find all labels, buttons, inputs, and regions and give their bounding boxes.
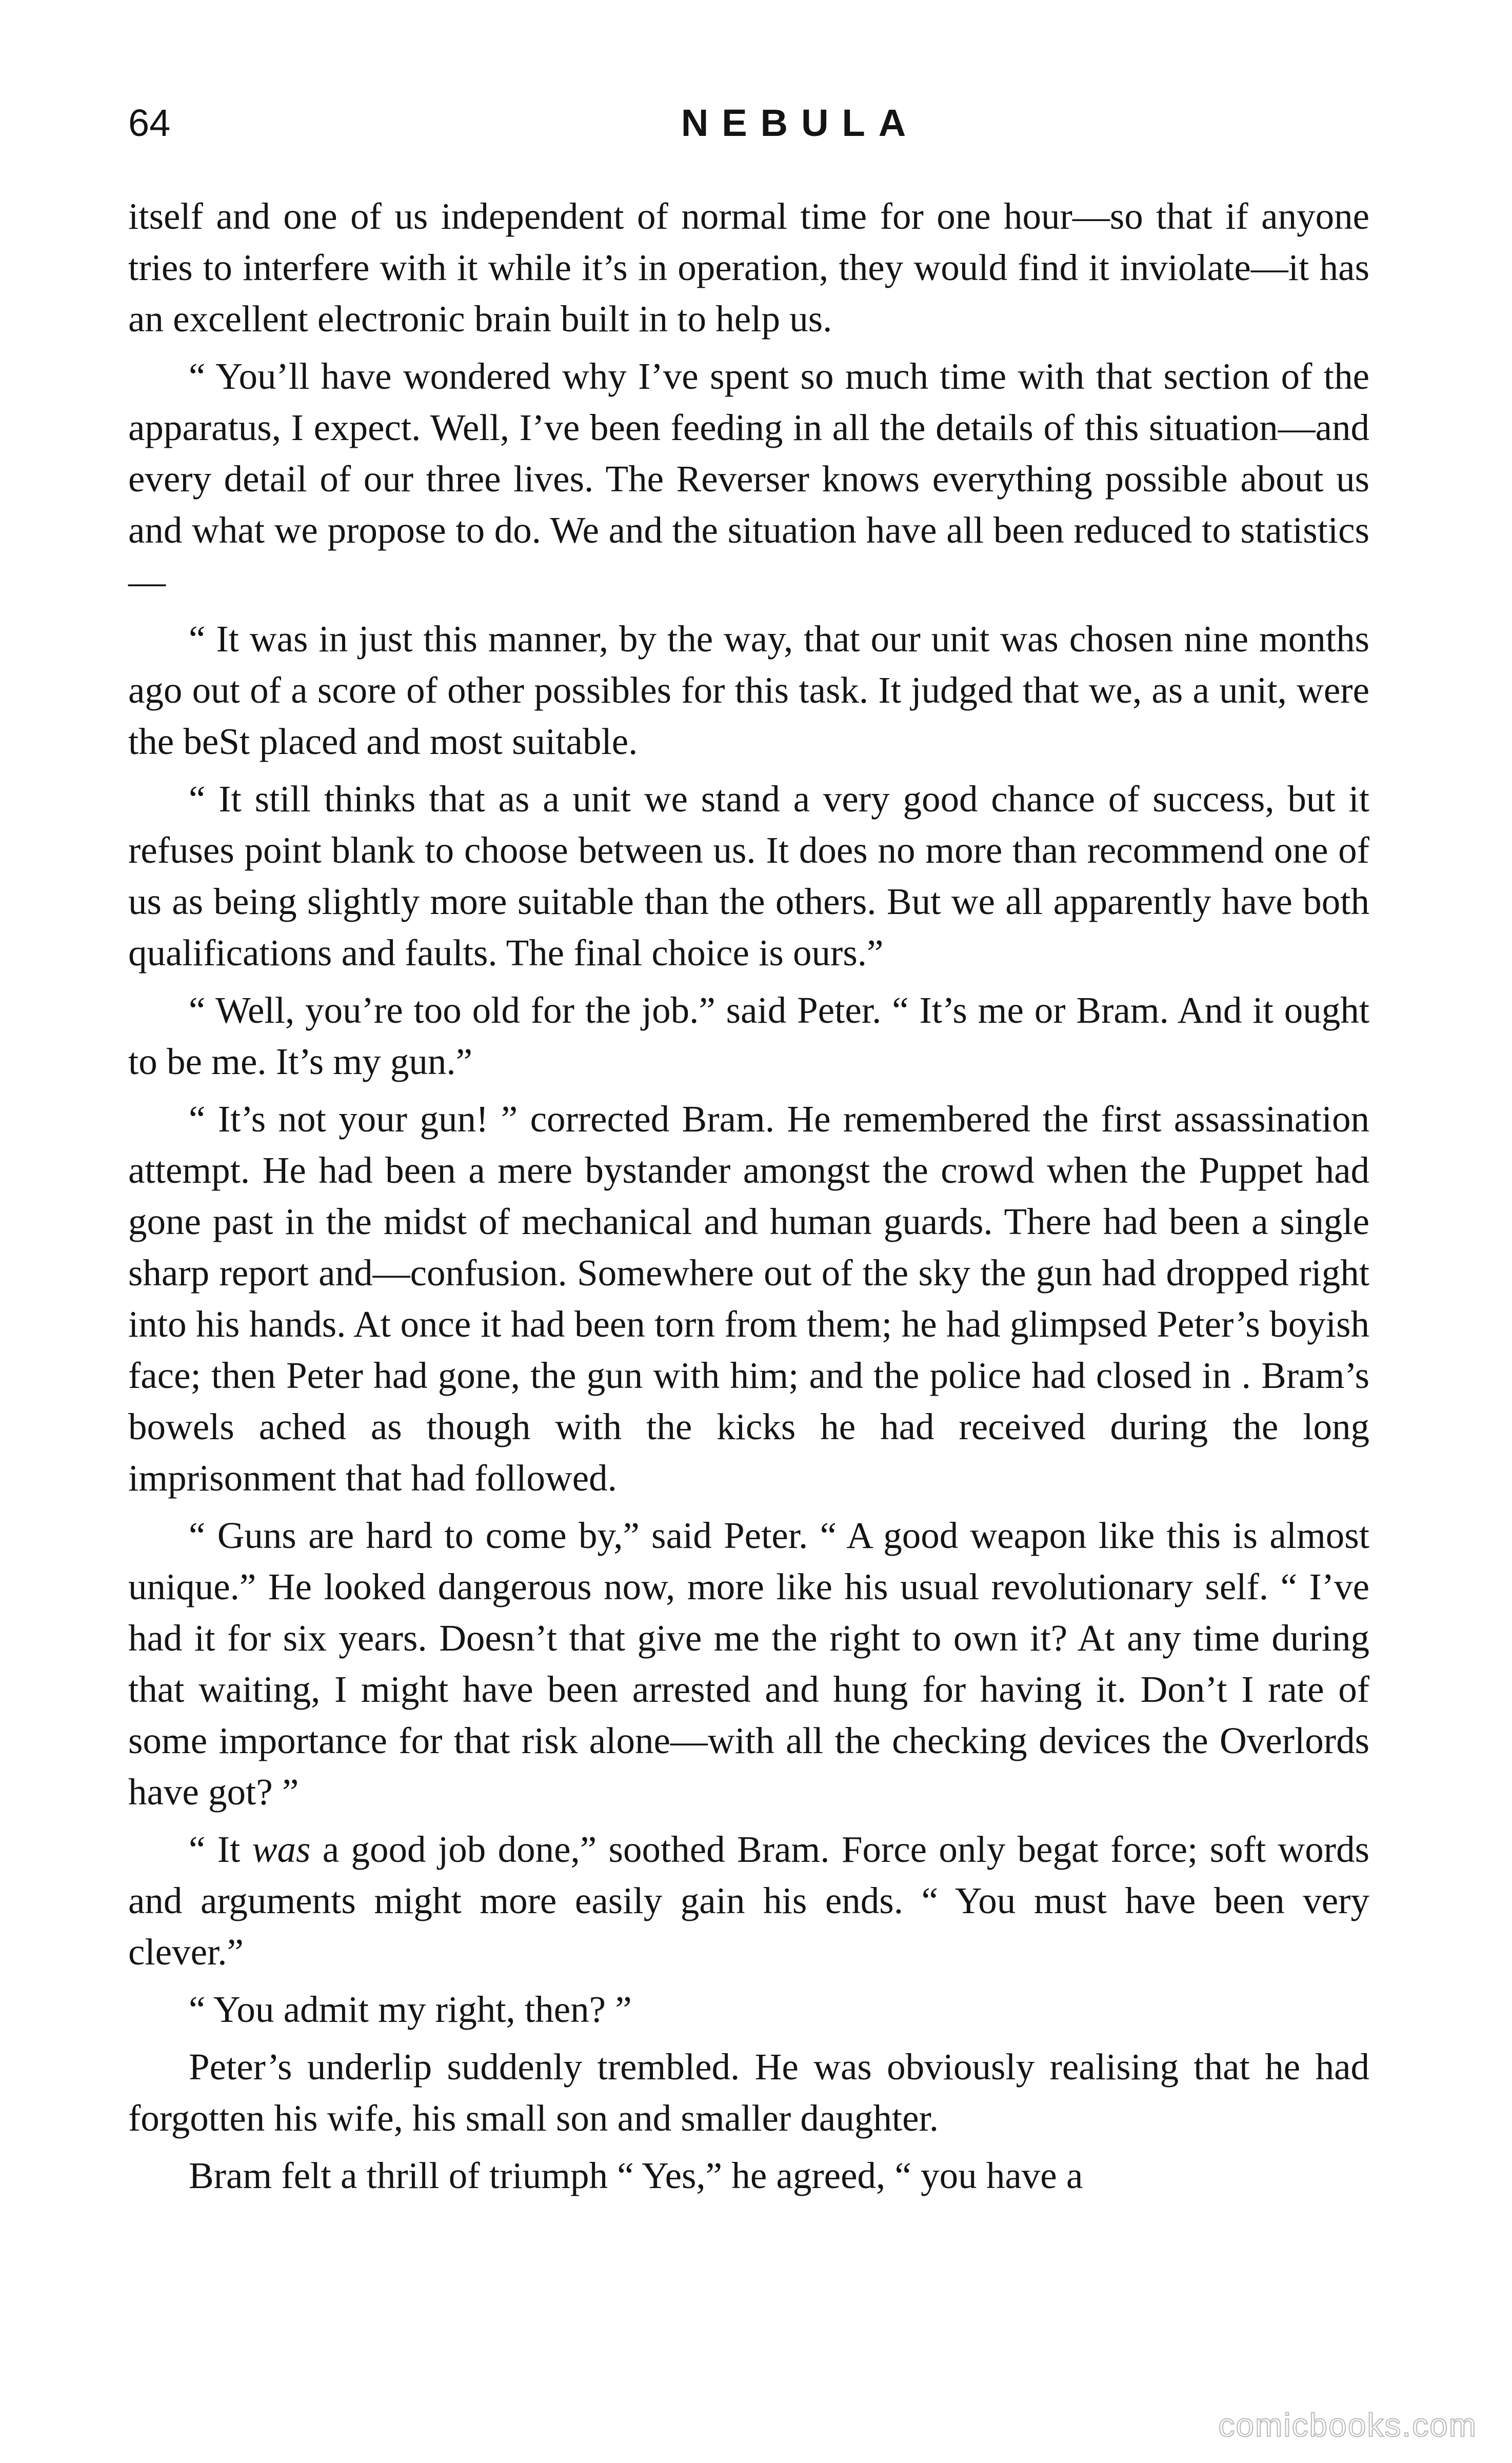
text-run: a good job done,” soothed Bram. Force only begat force; soft words and arguments might more easily gain his ends. “ You must have been very clever.” — [128, 1829, 1369, 1973]
running-head — [128, 95, 1369, 151]
paragraph: “ Well, you’re too old for the job.” said Peter. “ It’s me or Bram. And it ought to be me. It’s my gun.” — [128, 989, 1369, 1082]
paragraph: “ It still thinks that as a unit we stand a very good chance of success, but it refuses point blank to choose between us. It does no more than recommend one of us as being slightly more suitable than the others. But we all apparently have both qualifications and faults. The final choice is ours.” — [128, 778, 1369, 974]
page-number: 64 — [128, 102, 171, 144]
emphasis-text: was — [252, 1829, 311, 1870]
paragraph — [128, 1824, 1369, 1978]
site-watermark: comicbooks.com — [1218, 2407, 1477, 2444]
paragraph: “ You’ll have wondered why I’ve spent so much time with that section of the apparatus, I expect. Well, I’ve been feeding in all the details of this situation—and every detail of our three lives. The Reverser knows everything possible about us and what we propose to do. We and the situation have all been reduced to statistics— — [128, 355, 1369, 602]
story-text — [128, 191, 1369, 2208]
paragraph-continued: itself and one of us independent of normal time for one hour—so that if anyone tries to interfere with it while it’s in operation, they would find it inviolate—it has an excellent electronic brain built in to help us. — [128, 195, 1369, 340]
text-run: “ It — [189, 1829, 252, 1870]
paragraph: “ It’s not your gun! ” corrected Bram. He remembered the first assassination attempt. He had been a mere bystander amongst the crowd when the Puppet had gone past in the midst of mechanical and human guards. There had been a single sharp report and—confusion. Somewhere out of the sky the gun had dropped right into his hands. At once it had been torn from them; he had glimpsed Peter’s boyish face; then Peter had gone, the gun with him; and the police had closed in . Bram’s bowels ached as though with the kicks he had received during the long imprisonment that had followed. — [128, 1098, 1369, 1499]
journal-title: NEBULA — [681, 102, 920, 144]
paragraph-continues: Bram felt a thrill of triumph “ Yes,” he agreed, “ you have a — [189, 2155, 1083, 2196]
paragraph: “ It was in just this manner, by the way, that our unit was chosen nine months ago out of a score of other possibles for this task. It judged that we, as a unit, were the beSt placed and most suitable. — [128, 618, 1369, 762]
paragraph: “ You admit my right, then? ” — [189, 1989, 632, 2030]
paragraph: Peter’s underlip suddenly trembled. He was obviously realising that he had forgotten his wife, his small son and smaller daughter. — [128, 2046, 1369, 2139]
paragraph: “ Guns are hard to come by,” said Peter. “ A good weapon like this is almost unique.” He looked dangerous now, more like his usual revolutionary self. “ I’ve had it for six years. Doesn’t that give me the right to own it? At any time during that waiting, I might have been arrested and hung for having it. Don’t I rate of some importance for that risk alone—with all the checking devices the Overlords have got? ” — [128, 1515, 1369, 1813]
